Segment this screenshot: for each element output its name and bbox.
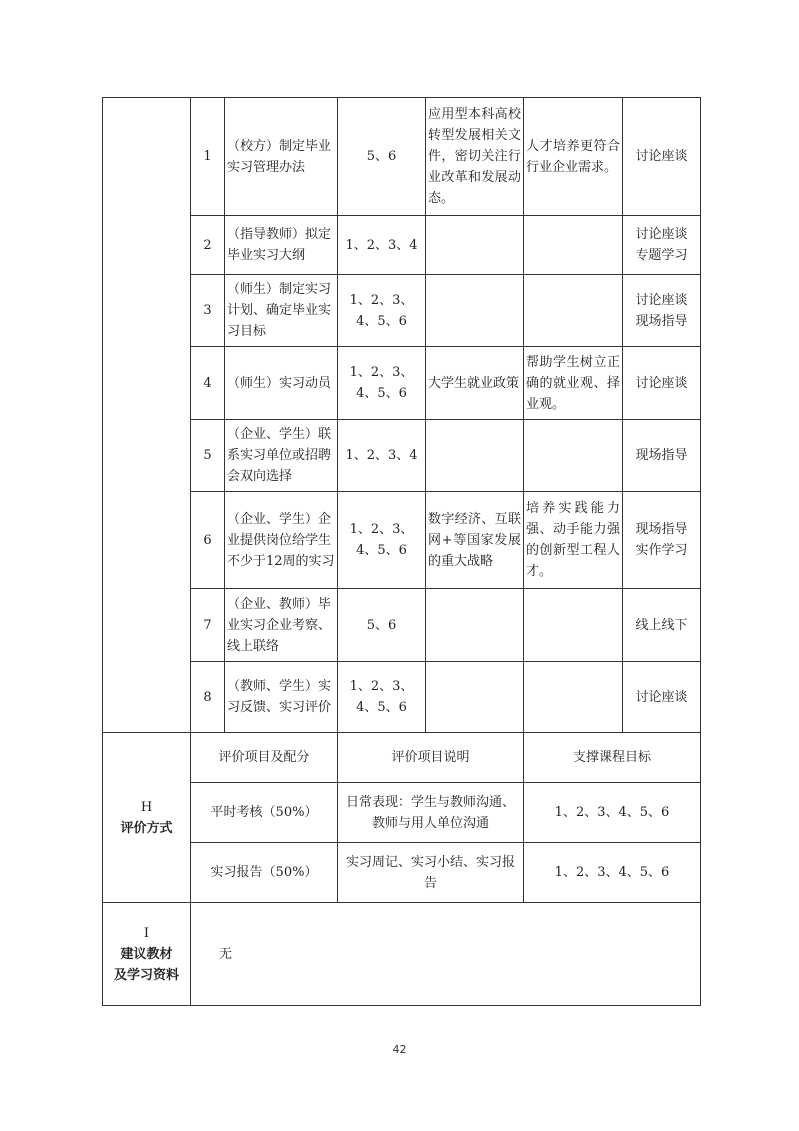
activity-effect: 帮助学生树立正确的就业观、择业观。 — [524, 347, 623, 420]
section-title: 评价方式 — [120, 820, 173, 836]
activity-number: 3 — [191, 275, 225, 347]
activity-effect — [524, 589, 623, 662]
evaluation-header-item: 评价项目及配分 — [191, 733, 338, 783]
method-line-2: 专题学习 — [635, 248, 688, 263]
table-row — [103, 275, 701, 347]
activity-effect — [524, 662, 623, 733]
activity-method — [623, 492, 701, 589]
evaluation-row — [103, 783, 701, 843]
materials-row — [103, 903, 701, 1006]
activity-number: 8 — [191, 662, 225, 733]
activity-effect — [524, 420, 623, 492]
materials-content: 无 — [191, 903, 701, 1006]
activity-number: 1 — [191, 98, 225, 216]
activity-name: （指导教师）拟定毕业实习大纲 — [225, 216, 338, 275]
course-table — [102, 97, 701, 1006]
activity-number: 4 — [191, 347, 225, 420]
activity-ideology — [426, 420, 524, 492]
activity-method: 讨论座谈 — [623, 662, 701, 733]
section-letter: H — [140, 799, 153, 815]
activity-ideology: 数字经济、互联网+等国家发展的重大战略 — [426, 492, 524, 589]
materials-section-label — [103, 903, 191, 1006]
table-row — [103, 98, 701, 216]
method-line-1: 讨论座谈 — [635, 292, 688, 308]
activity-goals: 1、2、3、4 — [338, 420, 426, 492]
evaluation-item: 平时考核（50%） — [191, 783, 338, 843]
table-row — [103, 589, 701, 662]
activity-method: 讨论座谈 — [623, 347, 701, 420]
activity-goals: 1、2、3、4、5、6 — [338, 347, 426, 420]
evaluation-row — [103, 843, 701, 903]
table-row — [103, 216, 701, 275]
activity-ideology: 大学生就业政策 — [426, 347, 524, 420]
activity-name: （师生）制定实习计划、确定毕业实习目标 — [225, 275, 338, 347]
evaluation-desc: 日常表现：学生与教师沟通、教师与用人单位沟通 — [338, 783, 524, 843]
evaluation-header-row — [103, 733, 701, 783]
activity-ideology — [426, 662, 524, 733]
activity-ideology — [426, 216, 524, 275]
method-line-1: 讨论座谈 — [635, 227, 688, 242]
activity-method: 讨论座谈 — [623, 98, 701, 216]
activity-method: 现场指导 — [623, 420, 701, 492]
activity-number: 2 — [191, 216, 225, 275]
activity-number: 6 — [191, 492, 225, 589]
activity-goals: 1、2、3、4 — [338, 216, 426, 275]
table-row — [103, 420, 701, 492]
page-number: 42 — [392, 1043, 407, 1056]
activity-name: （企业、学生）联系实习单位或招聘会双向选择 — [225, 420, 338, 492]
activity-method: 线上线下 — [623, 589, 701, 662]
activity-effect — [524, 216, 623, 275]
activity-effect: 人才培养更符合行业企业需求。 — [524, 98, 623, 216]
evaluation-header-desc: 评价项目说明 — [338, 733, 524, 783]
activity-effect: 培养实践能力强、动手能力强的创新型工程人才。 — [524, 492, 623, 589]
evaluation-desc: 实习周记、实习小结、实习报告 — [338, 843, 524, 903]
evaluation-section-label — [103, 733, 191, 903]
table-row — [103, 347, 701, 420]
activity-ideology — [426, 589, 524, 662]
activity-method — [623, 275, 701, 347]
method-line-2: 实作学习 — [635, 543, 688, 558]
activity-number: 7 — [191, 589, 225, 662]
activity-goals: 1、2、3、4、5、6 — [338, 662, 426, 733]
activity-ideology: 应用型本科高校转型发展相关文件，密切关注行业改革和发展动态。 — [426, 98, 524, 216]
activity-goals: 1、2、3、4、5、6 — [338, 275, 426, 347]
evaluation-goals: 1、2、3、4、5、6 — [524, 843, 701, 903]
activity-number: 5 — [191, 420, 225, 492]
activity-method — [623, 216, 701, 275]
method-line-2: 现场指导 — [635, 313, 688, 329]
activity-name: （教师、学生）实习反馈、实习评价 — [225, 662, 338, 733]
table-row — [103, 662, 701, 733]
activity-name: （企业、教师）毕业实习企业考察、线上联络 — [225, 589, 338, 662]
evaluation-header-goals: 支撑课程目标 — [524, 733, 701, 783]
activity-name: （校方）制定毕业实习管理办法 — [225, 98, 338, 216]
table-body — [103, 98, 701, 1006]
activity-name: （师生）实习动员 — [225, 347, 338, 420]
activity-effect — [524, 275, 623, 347]
method-line-1: 现场指导 — [635, 522, 688, 537]
section-letter: I — [143, 925, 150, 941]
activity-goals: 5、6 — [338, 589, 426, 662]
activity-ideology — [426, 275, 524, 347]
activity-goals: 5、6 — [338, 98, 426, 216]
table-row — [103, 492, 701, 589]
evaluation-goals: 1、2、3、4、5、6 — [524, 783, 701, 843]
activity-name: （企业、学生）企业提供岗位给学生不少于12周的实习 — [225, 492, 338, 589]
empty-section-cell — [103, 98, 191, 733]
activity-goals: 1、2、3、4、5、6 — [338, 492, 426, 589]
evaluation-item: 实习报告（50%） — [191, 843, 338, 903]
section-title-line-2: 及学习资料 — [113, 967, 179, 983]
section-title-line-1: 建议教材 — [120, 946, 173, 962]
